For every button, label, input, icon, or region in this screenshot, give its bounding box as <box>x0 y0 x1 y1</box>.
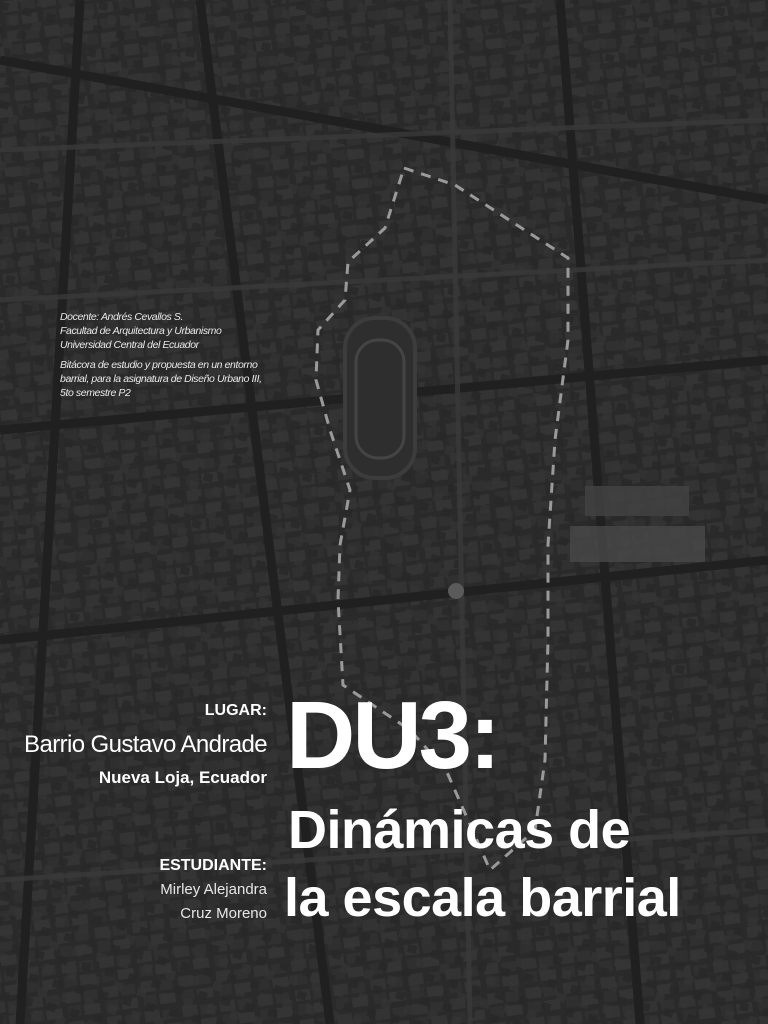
place-label: LUGAR: <box>204 702 267 719</box>
student-first-names: Mirley Alejandra <box>160 881 267 898</box>
faculty-text: Facultad de Arquitectura y Urbanismo <box>60 325 222 337</box>
place-city: Nueva Loja, Ecuador <box>98 768 267 787</box>
main-title-line-1: Dinámicas de <box>288 800 631 860</box>
description-line-2: barrial, para la asignatura de Diseño Urbano III, <box>60 373 262 385</box>
student-last-names: Cruz Moreno <box>180 905 267 922</box>
credits-block <box>60 310 290 400</box>
description-line-1: Bitácora de estudio y propuesta en un entorno <box>60 359 258 371</box>
main-title-line-2: la escala barrial <box>284 868 681 928</box>
description-line-3: 5to semestre P2 <box>60 387 131 399</box>
university-text: Universidad Central del Ecuador <box>60 339 199 351</box>
place-name: Barrio Gustavo Andrade <box>24 731 267 758</box>
student-label: ESTUDIANTE: <box>159 857 267 874</box>
course-code-title: DU3: <box>286 682 499 789</box>
teacher-text: Docente: Andrés Cevallos S. <box>60 311 184 323</box>
